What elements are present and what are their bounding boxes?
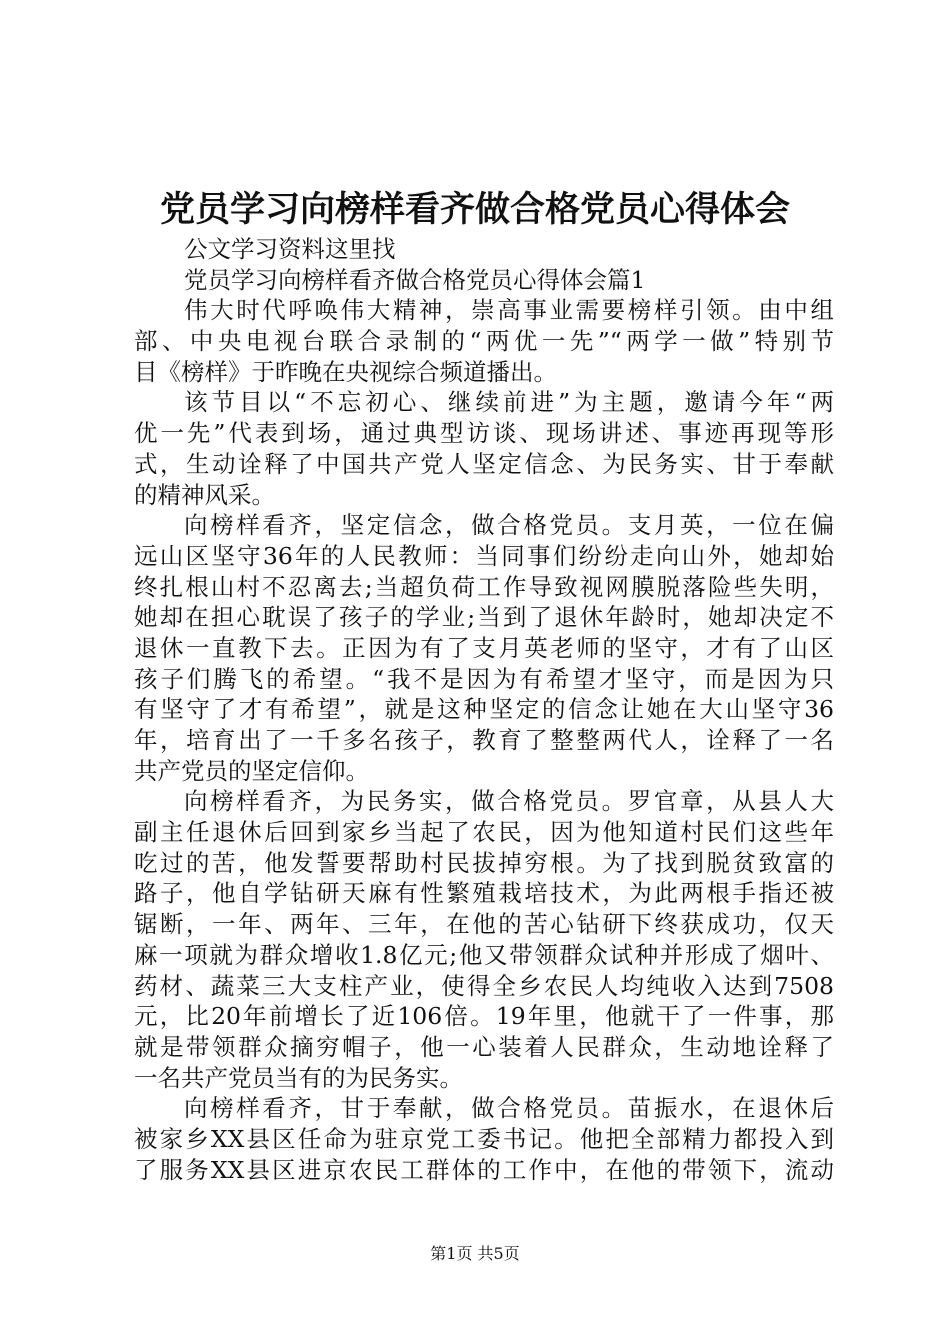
- text-line: 副主任退休后回到家乡当起了农民，因为他知道村民们这些年: [134, 818, 834, 847]
- text-line: 就是带领群众摘穷帽子，他一心装着人民群众，生动地诠释了: [134, 1032, 834, 1061]
- text-line: 被家乡XX县区任命为驻京党工委书记。他把全部精力都投入到: [134, 1124, 834, 1153]
- page-footer: 第1页 共5页: [430, 1244, 520, 1263]
- text-line: 终扎根山村不忍离去;当超负荷工作导致视网膜脱落险些失明，: [134, 572, 834, 601]
- document-body: [134, 234, 834, 1185]
- text-line: 吃过的苦，他发誓要帮助村民拔掉穷根。为了找到脱贫致富的: [134, 848, 834, 877]
- text-line: 年，培育出了一千多名孩子，教育了整整两代人，诠释了一名: [134, 726, 834, 754]
- text-line: 的精神风采。: [134, 480, 275, 509]
- text-line: 向榜样看齐，甘于奉献，做合格党员。苗振水，在退休后: [184, 1094, 834, 1123]
- text-line: 伟大时代呼唤伟大精神，崇高事业需要榜样引领。由中组: [184, 296, 834, 325]
- text-line: 部、中央电视台联合录制的“两优一先”“两学一做”特别节: [134, 327, 834, 356]
- text-line: 路子，他自学钻研天麻有性繁殖栽培技术，为此两根手指还被: [134, 879, 834, 908]
- text-line: 共产党员的坚定信仰。: [134, 756, 369, 785]
- text-line: 式，生动诠释了中国共产党人坚定信念、为民务实、甘于奉献: [134, 449, 834, 478]
- text-line: 她却在担心耽误了孩子的学业;当到了退休年龄时，她却决定不: [134, 603, 834, 632]
- text-line: 药材、蔬菜三大支柱产业，使得全乡农民人均纯收入达到7508: [134, 971, 834, 1000]
- text-line: 向榜样看齐，为民务实，做合格党员。罗官章，从县人大: [184, 787, 834, 816]
- text-line: 退休一直教下去。正因为有了支月英老师的坚守，才有了山区: [134, 633, 834, 662]
- text-line: 了服务XX县区进京农民工群体的工作中，在他的带领下，流动: [134, 1155, 834, 1184]
- text-line: 优一先”代表到场，通过典型访谈、现场讲述、事迹再现等形: [134, 419, 834, 448]
- text-line: 麻一项就为群众增收1.8亿元;他又带领群众试种并形成了烟叶、: [134, 940, 834, 969]
- text-line: 该节目以“不忘初心、继续前进”为主题，邀请今年“两: [184, 388, 834, 417]
- text-line: 孩子们腾飞的希望。“我不是因为有希望才坚守，而是因为只: [134, 664, 834, 693]
- text-line: 公文学习资料这里找: [184, 235, 396, 263]
- text-line: 党员学习向榜样看齐做合格党员心得体会篇1: [184, 265, 646, 294]
- text-line: 向榜样看齐，坚定信念，做合格党员。支月英，一位在偏: [184, 511, 834, 540]
- document-title: 党员学习向榜样看齐做合格党员心得体会: [159, 189, 790, 230]
- text-line: 锯断，一年、两年、三年，在他的苦心钻研下终获成功，仅天: [134, 910, 834, 939]
- text-line: 远山区坚守36年的人民教师：当同事们纷纷走向山外，她却始: [134, 541, 834, 570]
- text-line: 元，比20年前增长了近106倍。19年里，他就干了一件事，那: [134, 1002, 834, 1031]
- text-line: 一名共产党员当有的为民务实。: [134, 1063, 463, 1092]
- text-line: 有坚守了才有希望”，就是这种坚定的信念让她在大山坚守36: [134, 695, 834, 724]
- text-line: 目《榜样》于昨晚在央视综合频道播出。: [134, 357, 557, 386]
